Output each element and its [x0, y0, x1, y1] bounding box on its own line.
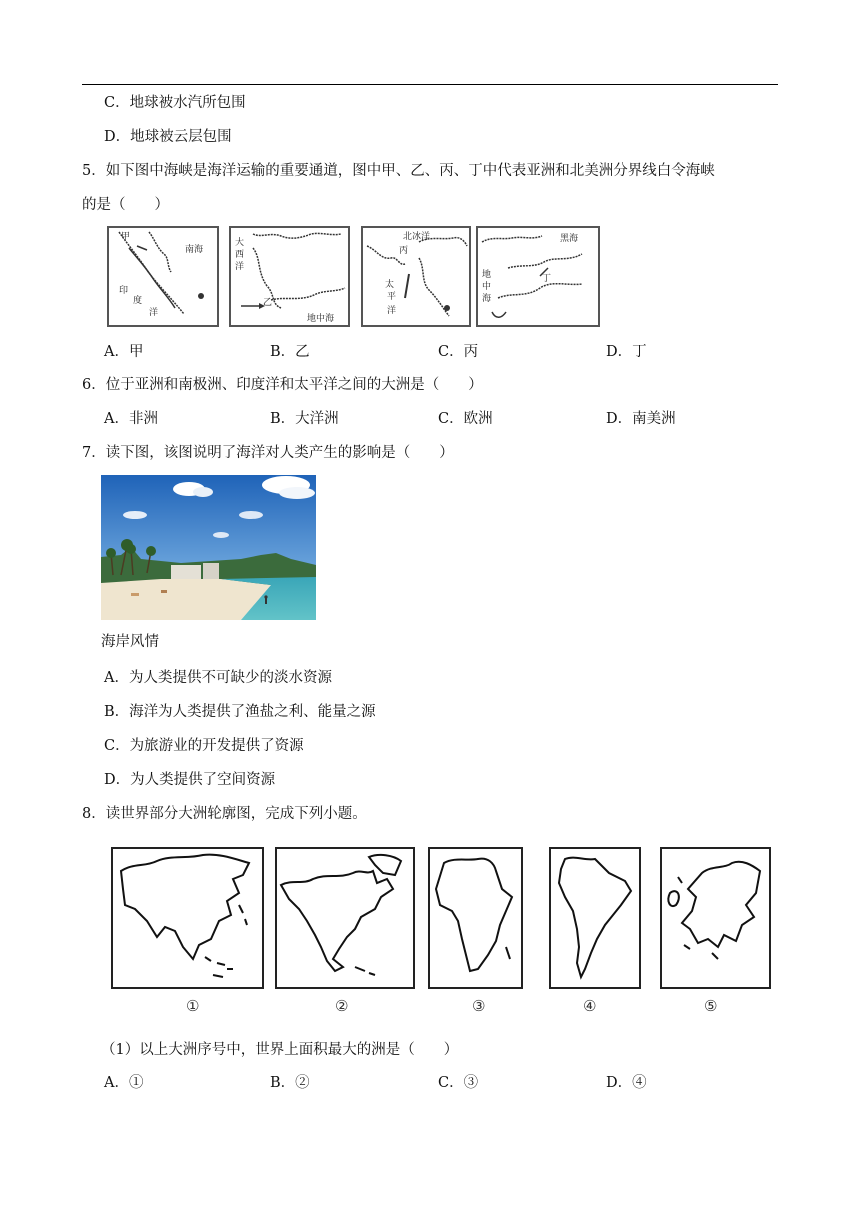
q8-sub1-option-c[interactable]: C．③	[438, 1075, 479, 1091]
map-label: 地	[482, 270, 492, 280]
q5-stem-line2: 的是（ ）	[82, 197, 169, 213]
strait-map-jia-drawing	[109, 228, 217, 325]
continent-map-5-drawing	[662, 849, 769, 987]
continent-map-2-drawing	[277, 849, 413, 987]
continent-number-4: ④	[583, 997, 597, 1015]
continent-map-3-drawing	[430, 849, 521, 987]
continent-map-1-drawing	[113, 849, 262, 987]
strait-map-yi	[229, 226, 350, 327]
q6-option-c[interactable]: C．欧洲	[438, 411, 493, 427]
q5-option-a[interactable]: A．甲	[104, 344, 144, 360]
q7-option-a[interactable]: A．为人类提供不可缺少的淡水资源	[104, 670, 332, 686]
continent-map-3	[428, 847, 523, 989]
strait-map-ding	[476, 226, 600, 327]
continent-number-1: ①	[186, 997, 200, 1015]
q5-option-b[interactable]: B．乙	[270, 344, 310, 360]
map-label: 丙	[399, 246, 409, 256]
beach-photo	[101, 475, 316, 620]
q7-option-c[interactable]: C．为旅游业的开发提供了资源	[104, 738, 304, 754]
map-label: 北冰洋	[403, 232, 431, 242]
map-label: 度	[133, 296, 143, 306]
map-label: 海	[482, 294, 492, 304]
q5-option-c[interactable]: C．丙	[438, 344, 479, 360]
map-label: 洋	[235, 262, 245, 272]
q4-option-c[interactable]: C．地球被水汽所包围	[104, 95, 246, 111]
map-label: 地中海	[307, 314, 335, 324]
q7-option-b[interactable]: B．海洋为人类提供了渔盐之利、能量之源	[104, 704, 376, 720]
q5-stem-line1: 5．如下图中海峡是海洋运输的重要通道，图中甲、乙、丙、丁中代表亚洲和北美洲分界线白令海峡	[82, 163, 715, 179]
strait-map-bing	[361, 226, 471, 327]
q6-option-b[interactable]: B．大洋洲	[270, 411, 339, 427]
strait-map-jia	[107, 226, 219, 327]
map-label: 平	[387, 292, 397, 302]
header-rule	[82, 84, 778, 85]
map-label: 中	[482, 282, 492, 292]
q8-sub1-option-b[interactable]: B．②	[270, 1075, 310, 1091]
map-label: 太	[385, 280, 395, 290]
q8-sub1-stem: （1）以上大洲序号中，世界上面积最大的洲是（ ）	[101, 1042, 459, 1058]
q4-option-d[interactable]: D．地球被云层包围	[104, 129, 232, 145]
continent-map-2	[275, 847, 415, 989]
q8-stem: 8．读世界部分大洲轮廓图，完成下列小题。	[82, 806, 367, 822]
map-label: 乙	[263, 298, 273, 308]
map-label: 洋	[387, 306, 397, 316]
map-label: 印	[119, 286, 129, 296]
map-label: 丁	[542, 274, 552, 284]
map-label: 西	[235, 250, 245, 260]
map-label: 黑海	[560, 234, 579, 244]
continent-map-4-drawing	[551, 849, 639, 987]
continent-map-1	[111, 847, 264, 989]
strait-map-yi-drawing	[231, 228, 348, 325]
map-label: 甲	[121, 232, 131, 242]
q5-option-d[interactable]: D．丁	[606, 344, 647, 360]
q8-sub1-option-d[interactable]: D．④	[606, 1075, 647, 1091]
q6-option-a[interactable]: A．非洲	[104, 411, 158, 427]
map-label: 洋	[149, 308, 159, 318]
continent-number-2: ②	[335, 997, 349, 1015]
strait-map-bing-drawing	[363, 228, 469, 325]
continent-map-4	[549, 847, 641, 989]
q8-sub1-option-a[interactable]: A．①	[104, 1075, 144, 1091]
continent-map-5	[660, 847, 771, 989]
beach-photo-drawing	[101, 475, 316, 620]
q6-option-d[interactable]: D．南美洲	[606, 411, 676, 427]
q7-stem: 7．读下图，该图说明了海洋对人类产生的影响是（ ）	[82, 445, 454, 461]
q7-option-d[interactable]: D．为人类提供了空间资源	[104, 772, 276, 788]
strait-map-ding-drawing	[478, 228, 598, 325]
continent-number-3: ③	[472, 997, 486, 1015]
map-label: 南海	[185, 245, 204, 255]
continent-number-5: ⑤	[704, 997, 718, 1015]
q7-photo-caption: 海岸风情	[101, 634, 159, 650]
map-label: 大	[235, 238, 245, 248]
q6-stem: 6．位于亚洲和南极洲、印度洋和太平洋之间的大洲是（ ）	[82, 377, 483, 393]
